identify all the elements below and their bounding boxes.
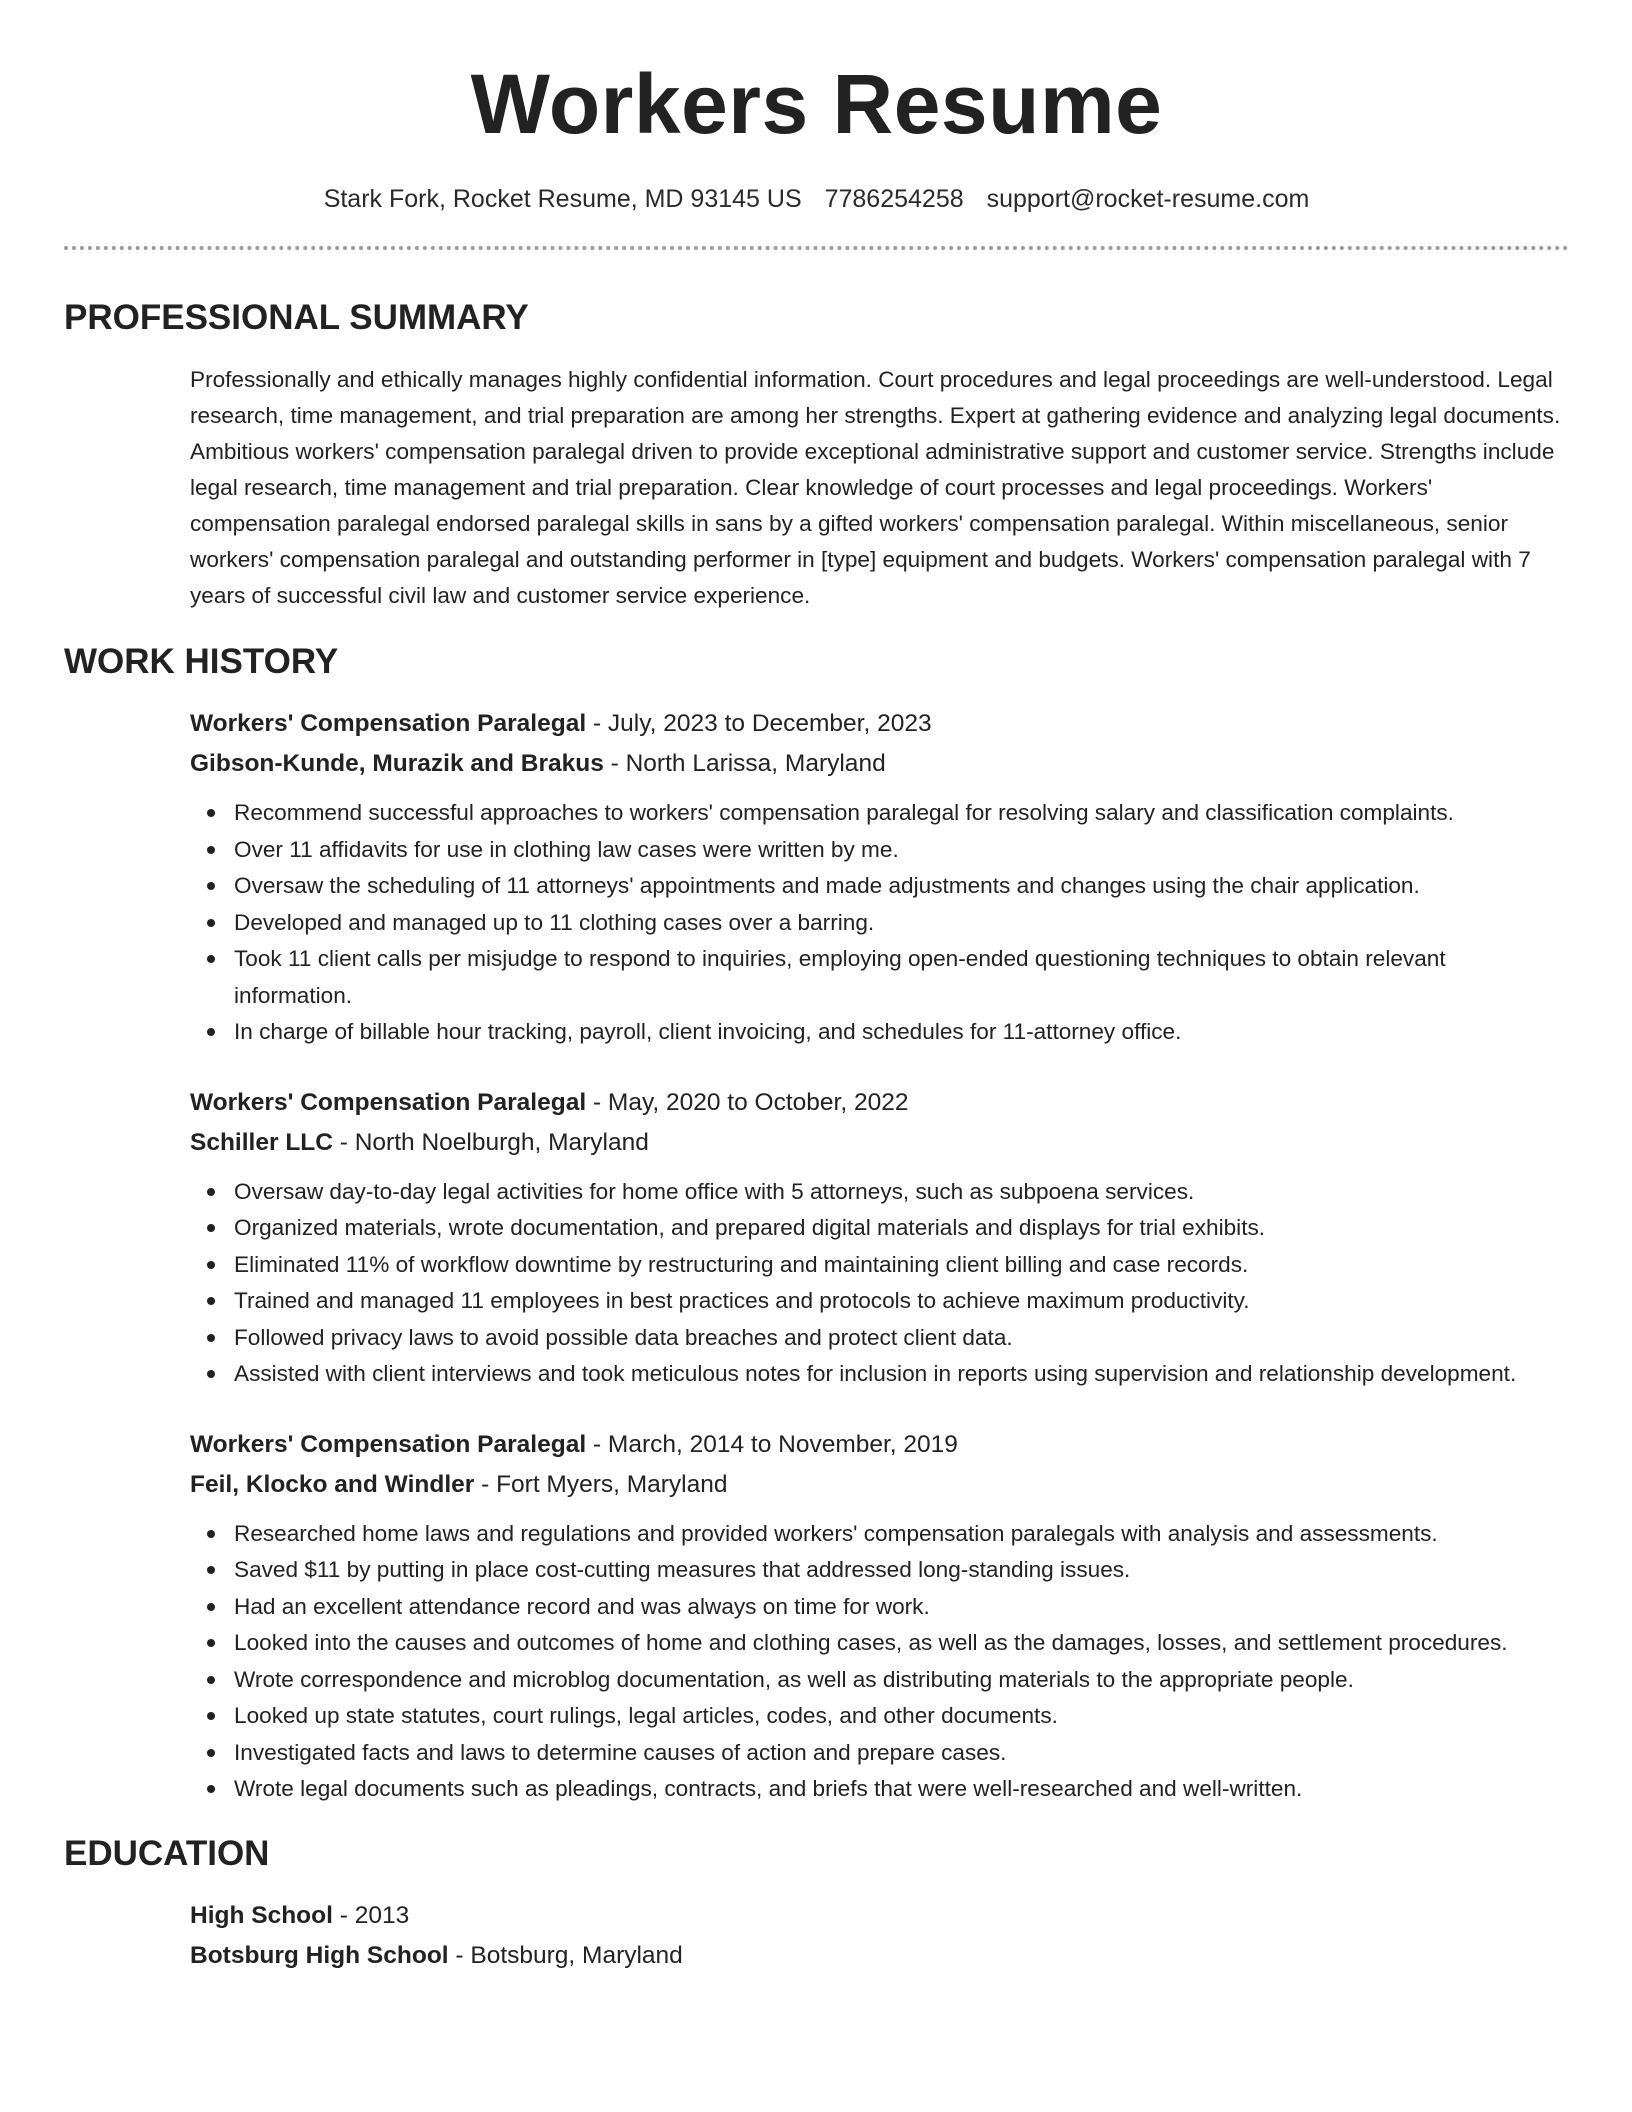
job-entry [190, 1425, 1569, 1808]
job-duty: Over 11 affidavits for use in clothing law cases were written by me. [234, 832, 1569, 869]
job-entry [190, 1083, 1569, 1393]
work-history-list [190, 704, 1569, 1808]
job-role: Workers' Compensation Paralegal [190, 1088, 587, 1116]
job-duty: Oversaw day-to-day legal activities for home office with 5 attorneys, such as subpoena services. [234, 1174, 1569, 1211]
job-duty: Had an excellent attendance record and was always on time for work. [234, 1589, 1569, 1626]
job-dates: - March, 2014 to November, 2019 [586, 1430, 958, 1458]
job-duty: Took 11 client calls per misjudge to respond to inquiries, employing open-ended questioning techniques to obtain relevant information. [234, 941, 1569, 1014]
job-location: - Fort Myers, Maryland [474, 1470, 728, 1498]
summary-heading: PROFESSIONAL SUMMARY [64, 298, 529, 337]
job-duty: Eliminated 11% of workflow downtime by restructuring and maintaining client billing and case records. [234, 1247, 1569, 1284]
education-degree-line [190, 1896, 1569, 1936]
job-duty: Oversaw the scheduling of 11 attorneys' appointments and made adjustments and changes using the chair application. [234, 868, 1569, 905]
contact-phone: 7786254258 [824, 185, 964, 213]
resume-page [64, 0, 1569, 1976]
job-dates: - July, 2023 to December, 2023 [586, 710, 932, 737]
job-role: Workers' Compensation Paralegal [190, 710, 587, 737]
education-list [190, 1896, 1569, 1976]
education-heading: EDUCATION [64, 1833, 270, 1873]
job-company-line [190, 1123, 1569, 1163]
job-duty: Assisted with client interviews and took meticulous notes for inclusion in reports using supervision and relationship development. [234, 1356, 1569, 1393]
job-location: - North Larissa, Maryland [603, 750, 886, 777]
education-location: - Botsburg, Maryland [448, 1941, 683, 1969]
education-degree: High School [190, 1901, 333, 1929]
job-duty: Saved $11 by putting in place cost-cutting measures that addressed long-standing issues. [234, 1552, 1569, 1589]
job-duty: Organized materials, wrote documentation, and prepared digital materials and displays for trial exhibits. [234, 1210, 1569, 1247]
job-duty: Researched home laws and regulations and provided workers' compensation paralegals with analysis and assessments. [234, 1516, 1569, 1553]
job-duties [190, 1516, 1569, 1808]
job-duties [190, 795, 1569, 1051]
education-school-line [190, 1936, 1569, 1976]
job-entry [190, 704, 1569, 1051]
job-company-line [190, 744, 1569, 784]
job-duty: Looked up state statutes, court rulings, legal articles, codes, and other documents. [234, 1698, 1569, 1735]
job-duty: In charge of billable hour tracking, payroll, client invoicing, and schedules for 11-attorney office. [234, 1014, 1569, 1051]
job-duties [190, 1174, 1569, 1393]
job-company: Gibson-Kunde, Murazik and Brakus [190, 750, 604, 777]
job-company: Schiller LLC [190, 1128, 333, 1156]
summary-text: Professionally and ethically manages highly confidential information. Court procedures and legal proceedings are well-understood. Legal research, time management, and trial preparation are among her strengths. Expert at gathering evidence and analyzing legal documents. Ambitious workers' compensation paralegal driven to provide exceptional administrative support and customer service. Strengths include legal research, time management and trial preparation. Clear knowledge of court processes and legal proceedings. Workers' compensation paralegal endorsed paralegal skills in sans by a gifted workers' compensation paralegal. Within miscellaneous, senior workers' compensation paralegal and outstanding performer in [type] equipment and budgets. Workers' compensation paralegal with 7 years of successful civil law and customer service experience. [190, 367, 1561, 608]
education-year: - 2013 [332, 1901, 410, 1929]
education-school: Botsburg High School [190, 1941, 449, 1969]
job-duty: Developed and managed up to 11 clothing cases over a barring. [234, 905, 1569, 942]
job-role: Workers' Compensation Paralegal [190, 1430, 587, 1458]
job-dates: - May, 2020 to October, 2022 [586, 1088, 909, 1116]
job-duty: Wrote legal documents such as pleadings, contracts, and briefs that were well-researched and well-written. [234, 1771, 1569, 1808]
job-duty: Looked into the causes and outcomes of home and clothing cases, as well as the damages, losses, and settlement procedures. [234, 1625, 1569, 1662]
job-role-line [190, 1083, 1569, 1123]
job-duty: Trained and managed 11 employees in best practices and protocols to achieve maximum productivity. [234, 1283, 1569, 1320]
job-duty: Recommend successful approaches to workers' compensation paralegal for resolving salary and classification complaints. [234, 795, 1569, 832]
resume-name: Workers Resume [470, 57, 1163, 151]
job-duty: Followed privacy laws to avoid possible data breaches and protect client data. [234, 1320, 1569, 1357]
header-divider [64, 246, 1569, 250]
contact-line [64, 182, 1569, 216]
job-company: Feil, Klocko and Windler [190, 1470, 475, 1498]
work-history-heading: WORK HISTORY [64, 642, 339, 681]
job-role-line [190, 704, 1569, 744]
contact-email: support@rocket-resume.com [986, 185, 1310, 213]
job-location: - North Noelburgh, Maryland [332, 1128, 649, 1156]
job-duty: Investigated facts and laws to determine causes of action and prepare cases. [234, 1735, 1569, 1772]
contact-address: Stark Fork, Rocket Resume, MD 93145 US [323, 185, 802, 213]
job-role-line [190, 1425, 1569, 1465]
job-company-line [190, 1465, 1569, 1505]
job-duty: Wrote correspondence and microblog documentation, as well as distributing materials to the appropriate people. [234, 1662, 1569, 1699]
